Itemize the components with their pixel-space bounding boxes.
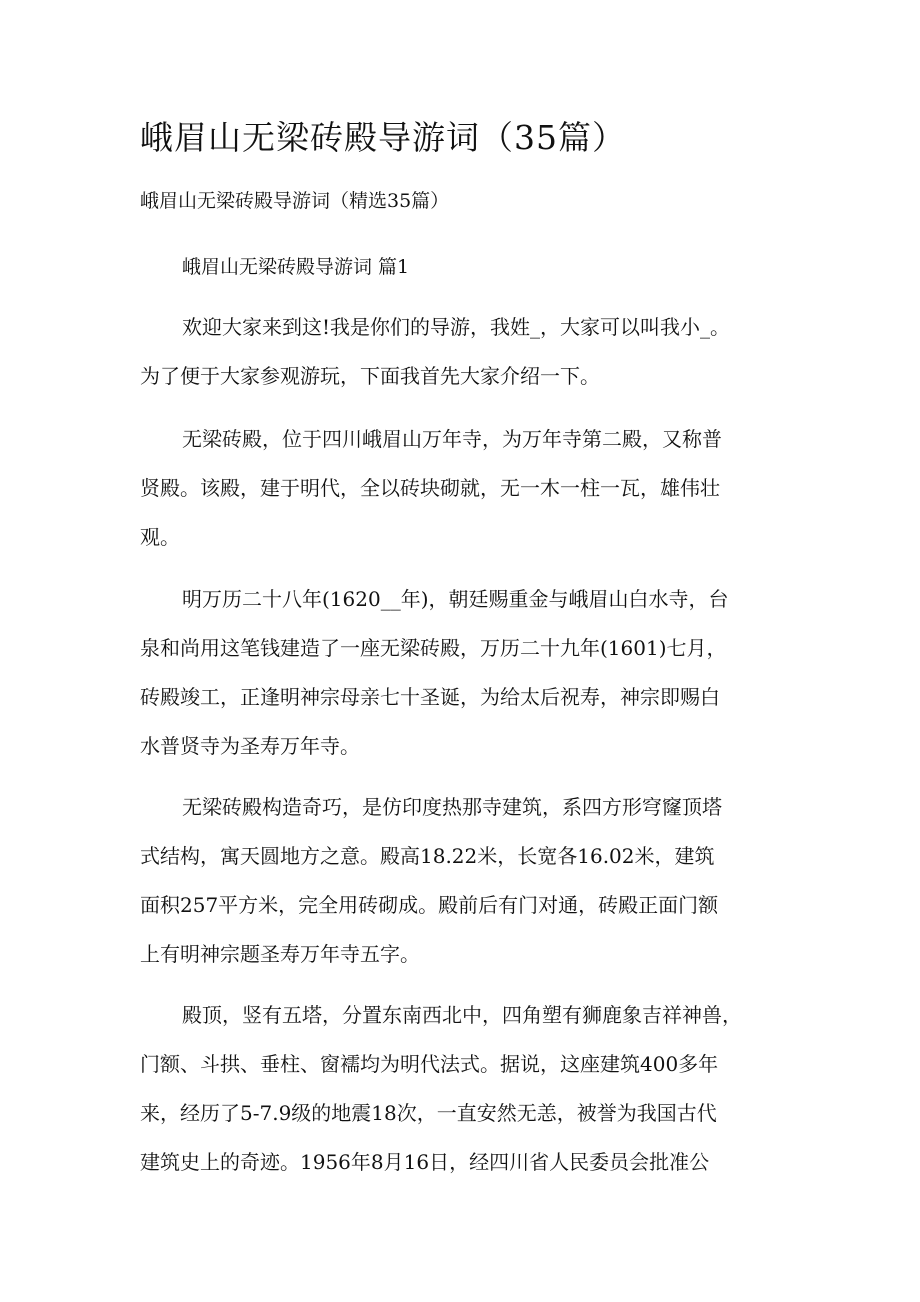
paragraph-5 xyxy=(140,1002,780,1198)
section-heading: 峨眉山无梁砖殿导游词 篇1 xyxy=(182,256,410,278)
paragraph-line: 为了便于大家参观游玩，下面我首先大家介绍一下。 xyxy=(140,364,600,388)
paragraph-line: 无梁砖殿，位于四川峨眉山万年寺，为万年寺第二殿，又称普 xyxy=(182,427,722,451)
paragraph-line: 门额、斗拱、垂柱、窗襦均为明代法式。据说，这座建筑400多年 xyxy=(140,1052,719,1076)
paragraph-line: 殿顶，竖有五塔，分置东南西北中，四角塑有狮鹿象吉祥神兽， xyxy=(182,1003,742,1027)
paragraph-line: 无梁砖殿构造奇巧，是仿印度热那寺建筑，系四方形穹窿顶塔 xyxy=(182,795,722,819)
paragraph-line: 泉和尚用这笔钱建造了一座无梁砖殿，万历二十九年(1601)七月， xyxy=(140,636,727,660)
paragraph-line: 贤殿。该殿，建于明代，全以砖块砌就，无一木一柱一瓦，雄伟壮 xyxy=(140,476,720,500)
paragraph-line: 上有明神宗题圣寿万年寺五字。 xyxy=(140,942,420,966)
document-title: 峨眉山无梁砖殿导游词（35篇） xyxy=(140,118,626,157)
paragraph-1 xyxy=(140,314,780,412)
paragraph-line: 建筑史上的奇迹。1956年8月16日，经四川省人民委员会批准公 xyxy=(140,1150,710,1174)
paragraph-line: 欢迎大家来到这!我是你们的导游，我姓_，大家可以叫我小_。 xyxy=(182,315,731,339)
paragraph-line: 观。 xyxy=(140,525,180,549)
paragraph-4 xyxy=(140,794,780,990)
paragraph-line: 砖殿竣工，正逢明神宗母亲七十圣诞，为给太后祝寿，神宗即赐白 xyxy=(140,685,720,709)
paragraph-line: 明万历二十八年(1620__年)，朝廷赐重金与峨眉山白水寺，台 xyxy=(182,587,729,611)
paragraph-line: 式结构，寓天圆地方之意。殿高18.22米，长宽各16.02米，建筑 xyxy=(140,844,715,868)
paragraph-line: 来，经历了5-7.9级的地震18次，一直安然无恙，被誉为我国古代 xyxy=(140,1101,717,1125)
paragraph-line: 水普贤寺为圣寿万年寺。 xyxy=(140,734,360,758)
paragraph-2 xyxy=(140,426,780,573)
paragraph-line: 面积257平方米，完全用砖砌成。殿前后有门对通，砖殿正面门额 xyxy=(140,893,719,917)
document-subtitle: 峨眉山无梁砖殿导游词（精选35篇） xyxy=(140,190,450,212)
paragraph-3 xyxy=(140,586,780,782)
